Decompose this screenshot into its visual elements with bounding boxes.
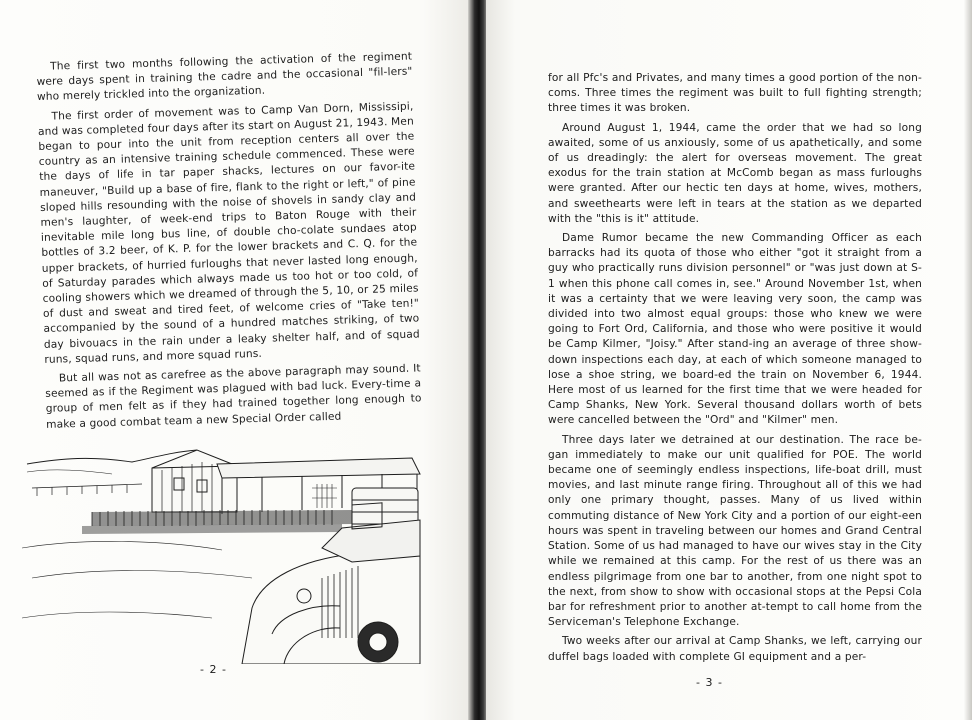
right-page-number: - 3 - — [696, 676, 723, 689]
right-page-text — [548, 71, 922, 669]
left-page-text — [36, 50, 422, 437]
barracks-building — [152, 450, 237, 512]
left-page — [0, 0, 470, 720]
right-paragraph-5: Two weeks after our arrival at Camp Shanks, we left, carrying our duffel bags loaded with complete GI equipment and a per- — [548, 635, 922, 663]
right-paragraph-4: Three days later we detrained at our destination. The race be-gan immediately to make our unit qualified for POE. The world became one of seemingly endless inspections, life-boat drill, must movies, and last minute range firing. Throughout all of this we had only one primary thought, passes. Many of us lived within commuting distance of New York City and a portion of our eight-een hours was spent in traveling between our homes and Grand Central Station. Some of us had managed to have our wives stay in the City while we remained at this camp. For the rest of us there was an endless pilgrimage from one bar to another, from one night spot to the next, from show to show with occasional stops at the Pepsi Cola bar for refreshment prior to another at-tempt to call home from the Serviceman's Telephone Exchange. — [548, 433, 922, 629]
page-edge — [964, 0, 972, 720]
right-paragraph-3: Dame Rumor became the new Commanding Officer as each barracks had its quota of those who either "got it straight from a guy who practically runs division personnel" or "was just down at S-1 when this phone call comes in, see." Around November 1st, when it was a certainty that we were leaving very soon, the camp was divided into two almost equal groups: those who knew we were going to Fort Ord, California, and those who were positive it would be Camp Kilmer, "Joisy." After stand-ing an average of three show-down inspections each day, at each of which someone managed to lose a shoe string, we board-ed the train on November 6, 1944. Here most of us learned for the first time that we were headed for Camp Shanks, New York. Several thousand dollars worth of bets were cancelled between the "Ord" and "Kilmer" men. — [548, 232, 922, 427]
right-paragraph-1: for all Pfc's and Privates, and many times a good portion of the non-coms. Three times the regiment was built to full fighting strength; three times it was broken. — [548, 72, 922, 115]
soldiers-formation — [82, 510, 352, 534]
fence — [32, 484, 142, 496]
right-page — [486, 0, 972, 720]
ground-lines — [22, 541, 252, 618]
left-page-number: - 2 - — [200, 663, 227, 676]
left-paragraph-1: The first two months following the activation of the regiment were days spent in training the cadre and the occasional "fil-lers" who merely trickled into the organization. — [36, 50, 413, 104]
right-paragraph-2: Around August 1, 1944, came the order that we had so long awaited, some of us anxiously, some of us apathetically, and some of us dreadingly: the alert for overseas movement. The great exodus for the train station at McComb began as mass furloughs were granted. After our hectic ten days at home, wives, mothers, and sweethearts were left in tears at the station as we departed with the "this is it" attitude. — [548, 121, 922, 225]
left-paragraph-2: The first order of movement was to Camp Van Dorn, Mississipi, and was completed four days after its start on August 21, 1943. Men began to pour into the unit from reception centers all over the country as an intensive training schedule commenced. These were the days of life in tar paper shacks, lectures on our favor-ite maneuver, "Build up a base of fire, flank to the right or left," of pine sloped hills resounding with the noise of shovels in sandy clay and men's laughter, of week-end trips to Baton Rouge with their inevitable mile long bus line, of double cho-colate sundaes atop bottles of 3.2 beer, of K. P. for the lower brackets and C. Q. for the upper brackets, of hurried furloughs that never lasted long enough, of Saturday parades which always made us too hot or too cold, of cooling showers which we dreamed of through the 5, 10, or 25 miles of dust and sweat and tired feet, of welcome cries of "Take ten!" accompanied by the sound of a hundred matches striking, of two day bivouacs in the rain under a leaky shelter half, and of squad runs, squad runs, and more squad runs. — [37, 100, 420, 366]
camp-sketch-illustration — [22, 428, 422, 664]
left-paragraph-3: But all was not as carefree as the above paragraph may sound. It seemed as if the Regiment was plagued with bad luck. Every-time a group of men felt as if they had trained together long enough to make a good combat team a new Special Order called — [45, 362, 422, 431]
